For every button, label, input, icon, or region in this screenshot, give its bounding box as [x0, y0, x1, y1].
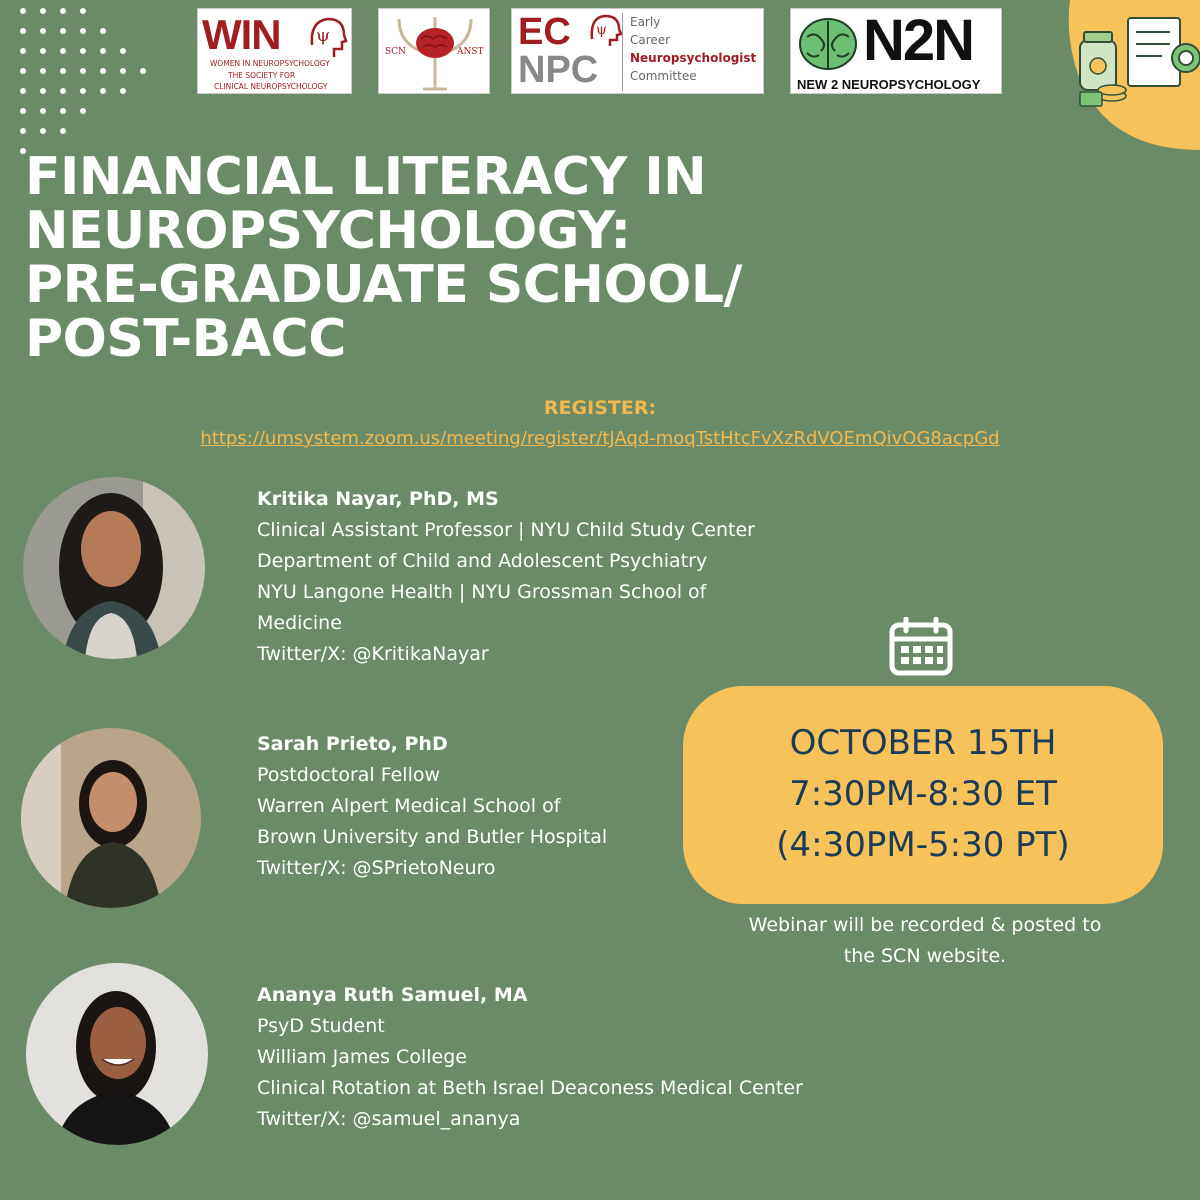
scn-logo-right: ANST: [457, 47, 484, 57]
ecnpc-logo-bottom: NPC: [518, 49, 599, 91]
ecnpc-logo: [511, 8, 764, 94]
speaker-1-photo: [23, 477, 205, 659]
win-logo-main: WIN: [202, 11, 281, 58]
speaker-2-line-1: Postdoctoral Fellow: [257, 764, 441, 786]
speaker-2-line-3: Brown University and Butler Hospital: [257, 826, 608, 848]
speaker-3-line-2: William James College: [257, 1046, 467, 1068]
speaker-3-line-1: PsyD Student: [257, 1015, 385, 1037]
scn-logo: [378, 8, 490, 94]
win-logo-line3: CLINICAL NEUROPSYCHOLOGY: [214, 82, 328, 91]
n2n-logo: [790, 8, 1002, 94]
finance-illustration: [1040, 0, 1200, 150]
brain-head-icon: [588, 13, 622, 47]
title-line-1: FINANCIAL LITERACY IN: [25, 147, 707, 207]
win-logo-line1: WOMEN IN NEUROPSYCHOLOGY: [210, 59, 330, 68]
scn-logo-left: SCN: [385, 47, 406, 57]
title-line-4: POST-BACC: [25, 309, 346, 369]
win-logo: [197, 8, 352, 94]
speaker-1-line-4: Medicine: [257, 612, 342, 634]
speaker-3-name: Ananya Ruth Samuel, MA: [257, 984, 528, 1006]
ecnpc-word-3: Neuropsychologist: [630, 51, 757, 65]
recording-note: [680, 910, 1170, 972]
speaker-3-line-4: Twitter/X: @samuel_ananya: [257, 1108, 521, 1130]
recording-note-line-2: the SCN website.: [843, 945, 1007, 967]
ecnpc-divider: [622, 13, 623, 91]
win-logo-line2: THE SOCIETY FOR: [228, 71, 296, 80]
event-title: [25, 147, 925, 369]
svg-text:ψ: ψ: [596, 22, 607, 38]
speaker-3-line-3: Clinical Rotation at Beth Israel Deaconess Medical Center: [257, 1077, 803, 1099]
ecnpc-word-4: Committee: [630, 69, 697, 83]
register-link[interactable]: https://umsystem.zoom.us/meeting/register/tJAqd-moqTstHtcFvXzRdVOEmQivOG8acpGd: [200, 428, 1000, 449]
title-line-2: NEUROPSYCHOLOGY:: [25, 201, 631, 261]
speaker-1-line-5: Twitter/X: @KritikaNayar: [257, 643, 489, 665]
speaker-2-name: Sarah Prieto, PhD: [257, 733, 448, 755]
dots-pattern: [18, 6, 168, 156]
event-time-pt: (4:30PM-5:30 PT): [776, 825, 1070, 865]
calendar-icon: [888, 617, 954, 677]
speaker-2-photo: [21, 728, 201, 908]
speaker-2: [257, 729, 607, 884]
event-date: OCTOBER 15TH: [789, 723, 1057, 763]
speaker-1-line-2: Department of Child and Adolescent Psychiatry: [257, 550, 708, 572]
ecnpc-logo-top: EC: [518, 11, 571, 53]
brain-icon: [797, 15, 859, 73]
recording-note-line-1: Webinar will be recorded & posted to: [748, 914, 1102, 936]
ecnpc-word-2: Career: [630, 33, 671, 47]
svg-text:ψ: ψ: [316, 25, 331, 46]
speaker-2-line-2: Warren Alpert Medical School of: [257, 795, 561, 817]
event-date-box: [683, 686, 1163, 904]
brain-head-icon: [306, 15, 348, 59]
n2n-logo-sub: NEW 2 NEUROPSYCHOLOGY: [797, 77, 981, 92]
speaker-1-line-3: NYU Langone Health | NYU Grossman School of: [257, 581, 707, 603]
title-line-3: PRE-GRADUATE SCHOOL/: [25, 255, 742, 315]
speaker-2-line-4: Twitter/X: @SPrietoNeuro: [257, 857, 496, 879]
event-time-et: 7:30PM-8:30 ET: [789, 774, 1057, 814]
register-label: REGISTER:: [543, 397, 657, 419]
speaker-1-name: Kritika Nayar, PhD, MS: [257, 488, 499, 510]
speaker-1: [257, 484, 755, 670]
speaker-1-line-1: Clinical Assistant Professor | NYU Child Study Center: [257, 519, 755, 541]
speaker-3: [257, 980, 803, 1135]
ecnpc-word-1: Early: [630, 15, 661, 29]
speaker-3-photo: [26, 963, 208, 1145]
n2n-logo-main: N2N: [863, 8, 974, 73]
